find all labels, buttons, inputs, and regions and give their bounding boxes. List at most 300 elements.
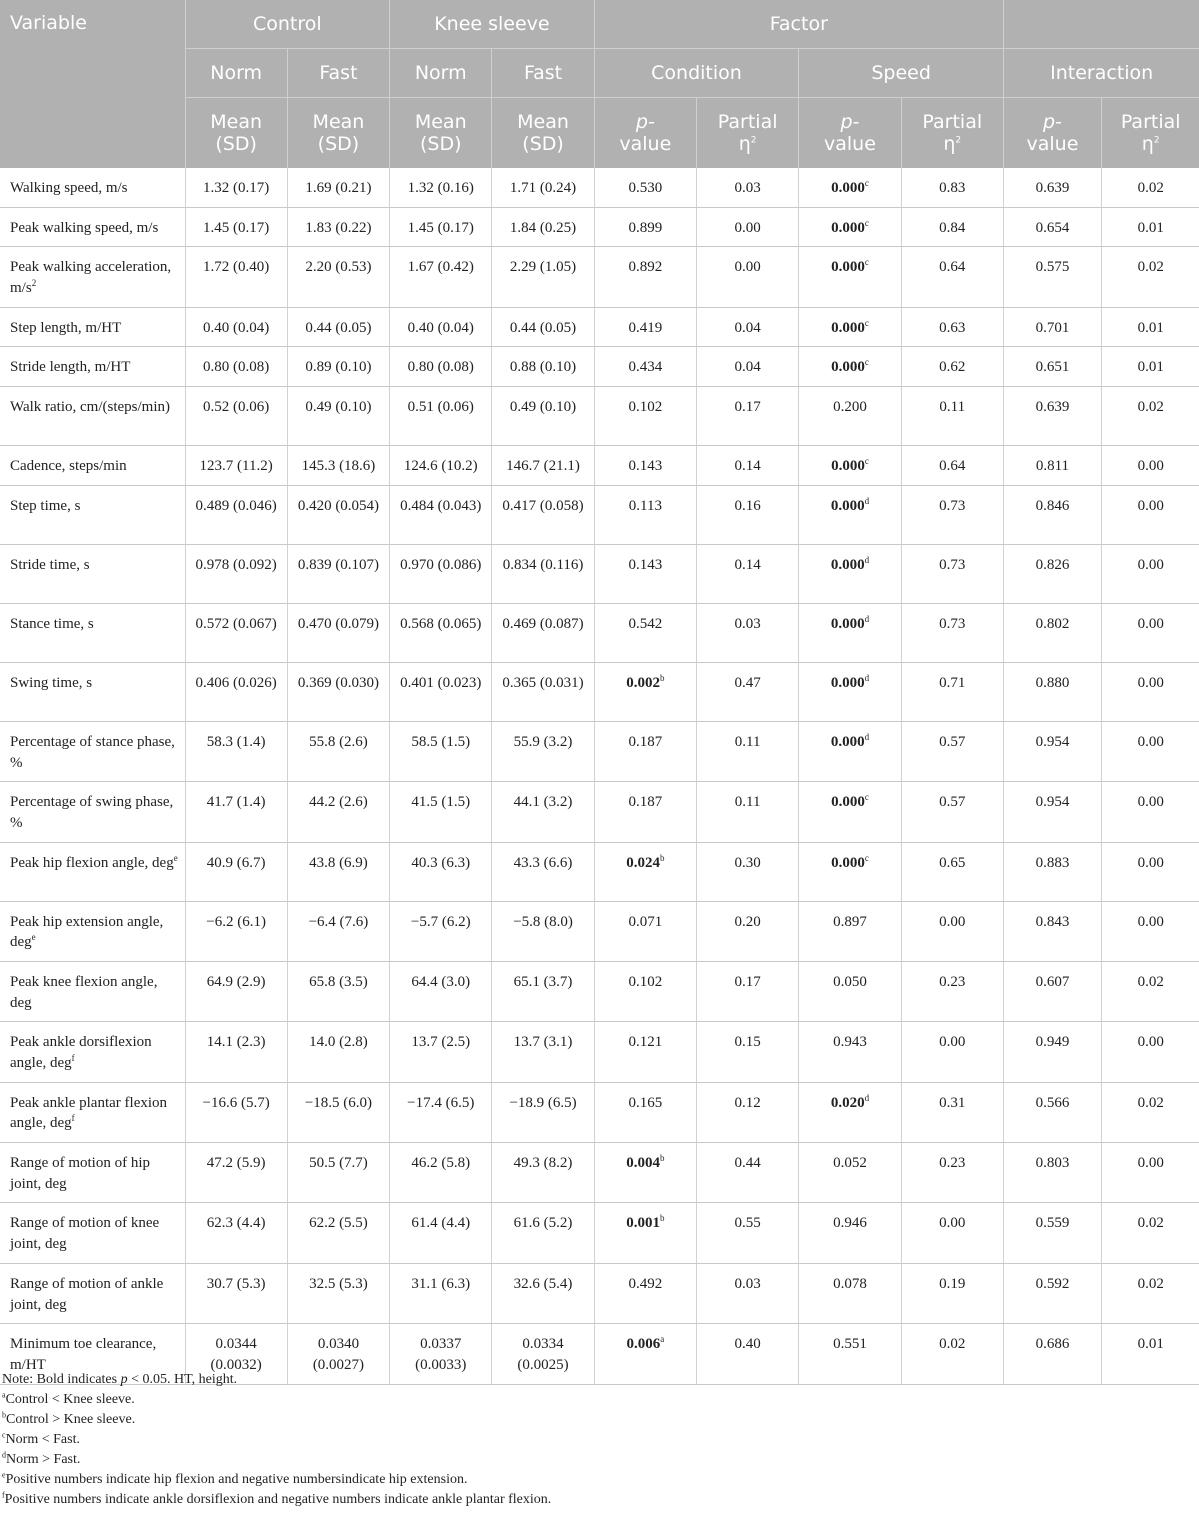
mean-sd-cell: 1.83 (0.22): [287, 207, 389, 247]
p-footnote-marker: c: [864, 317, 869, 328]
interaction-p-cell: 0.843: [1003, 901, 1101, 961]
condition-p-cell: [594, 207, 696, 247]
mean-sd-cell: 47.2 (5.9): [185, 1143, 287, 1203]
mean-sd-cell: 0.470 (0.079): [287, 603, 389, 662]
mean-sd-cell: 65.8 (3.5): [287, 961, 389, 1021]
variable-name: Step length, m/HT: [10, 319, 122, 336]
p-value: 0.434: [628, 359, 663, 376]
mean-sd-cell: 1.32 (0.17): [185, 168, 287, 207]
mean-sd-cell: 32.6 (5.4): [492, 1263, 594, 1323]
variable-name-cell: [0, 662, 185, 721]
condition-eta-cell: 0.04: [697, 347, 799, 387]
speed-eta-cell: 0.02: [901, 1324, 1003, 1384]
header-partial-label: Partial: [922, 110, 983, 133]
speed-p-cell: [799, 721, 901, 781]
speed-eta-cell: 0.73: [901, 603, 1003, 662]
p-footnote-marker: c: [864, 257, 869, 268]
interaction-p-cell: 0.654: [1003, 207, 1101, 247]
speed-eta-cell: 0.23: [901, 1143, 1003, 1203]
p-value: 0.078: [833, 1275, 867, 1292]
footnote: [2, 1410, 1142, 1430]
header-eta-label: η: [1141, 133, 1154, 155]
table-row: [0, 842, 1199, 901]
variable-name: Percentage of swing phase, %: [10, 794, 174, 831]
p-value: 0.020: [830, 1094, 865, 1111]
header-interaction: Interaction: [1003, 49, 1199, 98]
header-p-label: p-: [1042, 110, 1062, 133]
mean-sd-cell: 64.4 (3.0): [390, 961, 492, 1021]
interaction-p-cell: 0.802: [1003, 603, 1101, 662]
speed-p-cell: [799, 782, 901, 842]
p-footnote-marker: b: [659, 1153, 665, 1164]
header-condition: Condition: [594, 49, 799, 98]
note-rest: < 0.05. HT, height.: [127, 1372, 238, 1387]
condition-eta-cell: 0.30: [697, 842, 799, 901]
p-value: 0.050: [833, 973, 867, 990]
p-footnote-marker: d: [864, 613, 870, 624]
table-row: [0, 168, 1199, 207]
p-footnote-marker: b: [659, 1213, 665, 1224]
p-footnote-marker: c: [864, 456, 869, 467]
condition-p-cell: [594, 1082, 696, 1142]
p-value: 0.897: [833, 913, 867, 930]
mean-sd-cell: 58.3 (1.4): [185, 721, 287, 781]
mean-sd-cell: −18.9 (6.5): [492, 1082, 594, 1142]
condition-eta-cell: 0.16: [697, 485, 799, 544]
variable-name: Step time, s: [10, 497, 81, 514]
mean-sd-cell: 0.420 (0.054): [287, 485, 389, 544]
footnote-text: Control > Knee sleeve.: [6, 1412, 136, 1427]
p-value: 0.419: [628, 319, 663, 336]
mean-sd-cell: 1.72 (0.40): [185, 247, 287, 307]
condition-p-cell: [594, 1143, 696, 1203]
speed-eta-cell: 0.64: [901, 247, 1003, 307]
condition-p-cell: [594, 307, 696, 347]
speed-p-cell: [799, 1143, 901, 1203]
condition-p-cell: [594, 347, 696, 387]
header-eta-superscript: 2: [955, 135, 962, 146]
speed-p-cell: [799, 347, 901, 387]
mean-sd-cell: 50.5 (7.7): [287, 1143, 389, 1203]
header-mean-sd: [390, 98, 492, 169]
p-footnote-marker: c: [864, 852, 869, 863]
variable-name-cell: [0, 387, 185, 446]
mean-sd-cell: 0.978 (0.092): [185, 544, 287, 603]
header-sd-label: (SD): [419, 133, 462, 155]
speed-eta-cell: 0.57: [901, 721, 1003, 781]
mean-sd-cell: 62.3 (4.4): [185, 1203, 287, 1263]
mean-sd-cell: 1.71 (0.24): [492, 168, 594, 207]
condition-eta-cell: 0.12: [697, 1082, 799, 1142]
table-row: [0, 446, 1199, 486]
mean-sd-cell: 0.0334 (0.0025): [492, 1324, 594, 1384]
variable-name: Range of motion of ankle joint, deg: [10, 1275, 164, 1313]
header-p-label: p-: [840, 110, 860, 133]
table-row: [0, 387, 1199, 446]
p-value: 0.121: [628, 1034, 663, 1051]
interaction-eta-cell: 0.02: [1101, 1082, 1199, 1142]
speed-p-cell: [799, 168, 901, 207]
mean-sd-cell: 0.401 (0.023): [390, 662, 492, 721]
p-value: 0.530: [628, 180, 663, 196]
variable-name: Peak ankle dorsiflexion angle, deg: [10, 1034, 152, 1071]
variable-name: Cadence, steps/min: [10, 458, 127, 475]
mean-sd-cell: 0.52 (0.06): [185, 387, 287, 446]
condition-eta-cell: 0.15: [697, 1022, 799, 1082]
footnote-marker: f: [2, 1490, 5, 1500]
speed-p-cell: [799, 603, 901, 662]
p-value: 0.001: [626, 1215, 660, 1232]
mean-sd-cell: 0.369 (0.030): [287, 662, 389, 721]
mean-sd-cell: 1.69 (0.21): [287, 168, 389, 207]
interaction-eta-cell: 0.02: [1101, 1203, 1199, 1263]
header-blank: [1003, 0, 1199, 49]
mean-sd-cell: 49.3 (8.2): [492, 1143, 594, 1203]
condition-p-cell: [594, 1203, 696, 1263]
condition-p-cell: [594, 782, 696, 842]
mean-sd-cell: 0.89 (0.10): [287, 347, 389, 387]
mean-sd-cell: 55.9 (3.2): [492, 721, 594, 781]
condition-eta-cell: 0.03: [697, 603, 799, 662]
mean-sd-cell: 58.5 (1.5): [390, 721, 492, 781]
p-value: 0.000: [831, 854, 865, 871]
interaction-p-cell: 0.826: [1003, 544, 1101, 603]
mean-sd-cell: −17.4 (6.5): [390, 1082, 492, 1142]
condition-p-cell: [594, 168, 696, 207]
p-footnote-marker: c: [864, 178, 869, 188]
condition-p-cell: [594, 603, 696, 662]
header-partial-eta: [901, 98, 1003, 169]
header-knee-norm: Norm: [390, 49, 492, 98]
footnote-text: Norm > Fast.: [6, 1452, 81, 1467]
mean-sd-cell: 1.84 (0.25): [492, 207, 594, 247]
speed-eta-cell: 0.00: [901, 1203, 1003, 1263]
mean-sd-cell: 43.3 (6.6): [492, 842, 594, 901]
condition-p-cell: [594, 842, 696, 901]
mean-sd-cell: 0.49 (0.10): [492, 387, 594, 446]
mean-sd-cell: 0.365 (0.031): [492, 662, 594, 721]
condition-eta-cell: 0.00: [697, 207, 799, 247]
condition-p-cell: [594, 446, 696, 486]
condition-p-cell: [594, 1022, 696, 1082]
table-row: [0, 662, 1199, 721]
speed-eta-cell: 0.57: [901, 782, 1003, 842]
interaction-eta-cell: 0.00: [1101, 446, 1199, 486]
interaction-p-cell: 0.686: [1003, 1324, 1101, 1384]
mean-sd-cell: 0.484 (0.043): [390, 485, 492, 544]
interaction-eta-cell: 0.01: [1101, 1324, 1199, 1384]
mean-sd-cell: 61.6 (5.2): [492, 1203, 594, 1263]
p-value: 0.024: [626, 854, 660, 871]
mean-sd-cell: 0.44 (0.05): [492, 307, 594, 347]
p-footnote-marker: d: [864, 495, 870, 506]
variable-name-cell: [0, 603, 185, 662]
interaction-eta-cell: 0.00: [1101, 842, 1199, 901]
interaction-eta-cell: 0.02: [1101, 387, 1199, 446]
p-footnote-marker: b: [659, 672, 665, 683]
interaction-eta-cell: 0.00: [1101, 662, 1199, 721]
mean-sd-cell: −6.2 (6.1): [185, 901, 287, 961]
footnote-marker: c: [2, 1430, 6, 1440]
header-sd-label: (SD): [215, 133, 257, 155]
header-mean-label: Mean: [414, 110, 467, 133]
condition-p-cell: [594, 485, 696, 544]
condition-eta-cell: 0.11: [697, 721, 799, 781]
p-footnote-marker: d: [864, 731, 870, 742]
speed-p-cell: [799, 842, 901, 901]
table-row: [0, 1022, 1199, 1082]
header-mean-sd: [185, 98, 287, 169]
p-value: 0.200: [833, 399, 867, 416]
mean-sd-cell: 146.7 (21.1): [492, 446, 594, 486]
condition-p-cell: [594, 544, 696, 603]
p-value: 0.000: [831, 219, 865, 236]
condition-p-cell: [594, 247, 696, 307]
interaction-eta-cell: 0.00: [1101, 782, 1199, 842]
p-footnote-marker: d: [864, 672, 870, 683]
speed-eta-cell: 0.73: [901, 544, 1003, 603]
mean-sd-cell: 0.49 (0.10): [287, 387, 389, 446]
header-eta-superscript: 2: [750, 135, 757, 146]
mean-sd-cell: 0.572 (0.067): [185, 603, 287, 662]
p-value: 0.052: [833, 1155, 867, 1172]
table-row: [0, 603, 1199, 662]
condition-eta-cell: 0.40: [697, 1324, 799, 1384]
mean-sd-cell: 46.2 (5.8): [390, 1143, 492, 1203]
footnote-marker: b: [2, 1410, 6, 1420]
variable-name: Peak knee flexion angle, deg: [10, 973, 158, 1011]
variable-name-cell: [0, 347, 185, 387]
mean-sd-cell: −18.5 (6.0): [287, 1082, 389, 1142]
variable-name-cell: [0, 1203, 185, 1263]
table-row: [0, 901, 1199, 961]
p-footnote-marker: d: [864, 554, 870, 565]
variable-name-cell: [0, 1263, 185, 1323]
interaction-eta-cell: 0.01: [1101, 347, 1199, 387]
p-value: 0.000: [831, 319, 865, 336]
header-mean-label: Mean: [517, 110, 569, 133]
interaction-p-cell: 0.954: [1003, 782, 1101, 842]
variable-name-cell: [0, 1022, 185, 1082]
speed-eta-cell: 0.00: [901, 1022, 1003, 1082]
mean-sd-cell: 41.7 (1.4): [185, 782, 287, 842]
mean-sd-cell: 1.45 (0.17): [185, 207, 287, 247]
mean-sd-cell: 43.8 (6.9): [287, 842, 389, 901]
p-value: 0.165: [628, 1094, 663, 1111]
header-variable: Variable: [0, 0, 185, 168]
p-value: 0.004: [626, 1155, 660, 1172]
footnote: [2, 1390, 1142, 1410]
header-mean-sd: [492, 98, 594, 169]
note-line: [2, 1370, 1142, 1390]
interaction-p-cell: 0.639: [1003, 168, 1101, 207]
interaction-p-cell: 0.559: [1003, 1203, 1101, 1263]
mean-sd-cell: −16.6 (5.7): [185, 1082, 287, 1142]
interaction-p-cell: 0.592: [1003, 1263, 1101, 1323]
interaction-p-cell: 0.954: [1003, 721, 1101, 781]
variable-name: Stride length, m/HT: [10, 359, 131, 376]
mean-sd-cell: 0.44 (0.05): [287, 307, 389, 347]
mean-sd-cell: 1.32 (0.16): [390, 168, 492, 207]
p-value: 0.187: [628, 733, 663, 750]
speed-eta-cell: 0.19: [901, 1263, 1003, 1323]
variable-name: Stride time, s: [10, 556, 90, 573]
condition-eta-cell: 0.47: [697, 662, 799, 721]
speed-eta-cell: 0.71: [901, 662, 1003, 721]
header-value-label: value: [823, 133, 876, 155]
p-value: 0.551: [833, 1336, 867, 1353]
speed-p-cell: [799, 1082, 901, 1142]
p-value: 0.002: [626, 674, 660, 691]
header-partial-label: Partial: [717, 110, 778, 133]
footnote-marker: e: [2, 1470, 6, 1480]
p-footnote-marker: b: [659, 852, 665, 863]
interaction-eta-cell: 0.00: [1101, 603, 1199, 662]
speed-p-cell: [799, 387, 901, 446]
header-knee-fast: Fast: [492, 49, 594, 98]
interaction-eta-cell: 0.00: [1101, 901, 1199, 961]
header-partial-label: Partial: [1120, 110, 1181, 133]
variable-name-cell: [0, 247, 185, 307]
condition-eta-cell: 0.44: [697, 1143, 799, 1203]
header-eta-label: η: [738, 133, 751, 155]
speed-eta-cell: 0.11: [901, 387, 1003, 446]
header-mean-sd: [287, 98, 389, 169]
variable-name-cell: [0, 207, 185, 247]
p-footnote-marker: c: [864, 217, 869, 228]
interaction-p-cell: 0.880: [1003, 662, 1101, 721]
mean-sd-cell: 14.0 (2.8): [287, 1022, 389, 1082]
condition-eta-cell: 0.11: [697, 782, 799, 842]
p-value: 0.492: [628, 1275, 663, 1292]
footnote-marker: d: [2, 1450, 6, 1460]
footnote: [2, 1490, 1142, 1510]
interaction-eta-cell: 0.02: [1101, 961, 1199, 1021]
mean-sd-cell: 55.8 (2.6): [287, 721, 389, 781]
table-row: [0, 485, 1199, 544]
speed-p-cell: [799, 446, 901, 486]
p-value: 0.187: [628, 794, 663, 811]
header-mean-label: Mean: [210, 110, 263, 133]
interaction-p-cell: 0.883: [1003, 842, 1101, 901]
variable-name: Peak ankle plantar flexion angle, deg: [10, 1094, 168, 1132]
interaction-p-cell: 0.575: [1003, 247, 1101, 307]
variable-name: Walk ratio, cm/(steps/min): [10, 399, 171, 416]
footnote: [2, 1450, 1142, 1470]
variable-name-cell: [0, 485, 185, 544]
mean-sd-cell: 0.0340 (0.0027): [287, 1324, 389, 1384]
mean-sd-cell: 1.45 (0.17): [390, 207, 492, 247]
p-value: 0.000: [831, 180, 865, 196]
mean-sd-cell: −6.4 (7.6): [287, 901, 389, 961]
footnote-text: Control < Knee sleeve.: [5, 1392, 135, 1407]
speed-eta-cell: 0.23: [901, 961, 1003, 1021]
speed-p-cell: [799, 961, 901, 1021]
variable-footnote-marker: f: [71, 1053, 75, 1063]
mean-sd-cell: 0.406 (0.026): [185, 662, 287, 721]
interaction-p-cell: 0.811: [1003, 446, 1101, 486]
p-value: 0.102: [628, 973, 663, 990]
mean-sd-cell: 13.7 (2.5): [390, 1022, 492, 1082]
mean-sd-cell: 0.489 (0.046): [185, 485, 287, 544]
condition-p-cell: [594, 961, 696, 1021]
speed-eta-cell: 0.83: [901, 168, 1003, 207]
p-footnote-marker: c: [864, 357, 869, 368]
table-row: [0, 1203, 1199, 1263]
variable-name-cell: [0, 901, 185, 961]
p-value: 0.000: [830, 615, 865, 632]
mean-sd-cell: 0.80 (0.08): [390, 347, 492, 387]
mean-sd-cell: 2.29 (1.05): [492, 247, 594, 307]
mean-sd-cell: 1.67 (0.42): [390, 247, 492, 307]
interaction-eta-cell: 0.02: [1101, 1263, 1199, 1323]
header-p-label: p-: [635, 110, 655, 133]
variable-name-cell: [0, 446, 185, 486]
variable-name: Range of motion of knee joint, deg: [10, 1215, 160, 1253]
variable-footnote-marker: f: [71, 1113, 75, 1124]
condition-eta-cell: 0.00: [697, 247, 799, 307]
p-footnote-marker: a: [660, 1334, 665, 1345]
mean-sd-cell: 32.5 (5.3): [287, 1263, 389, 1323]
header-p-value: [799, 98, 901, 169]
mean-sd-cell: 41.5 (1.5): [390, 782, 492, 842]
footnote-marker: a: [2, 1390, 6, 1400]
interaction-eta-cell: 0.02: [1101, 168, 1199, 207]
mean-sd-cell: 0.417 (0.058): [492, 485, 594, 544]
note-prefix: Note: Bold indicates: [2, 1372, 121, 1387]
condition-p-cell: [594, 721, 696, 781]
header-sd-label: (SD): [522, 133, 564, 155]
footnote-list: [2, 1390, 1142, 1510]
table-header: [0, 0, 1199, 168]
condition-eta-cell: 0.17: [697, 961, 799, 1021]
footnote-text: Positive numbers indicate ankle dorsiflexion and negative numbers indicate ankle plantar flexion.: [4, 1492, 552, 1507]
interaction-eta-cell: 0.01: [1101, 307, 1199, 347]
footnote: [2, 1470, 1142, 1490]
mean-sd-cell: 124.6 (10.2): [390, 446, 492, 486]
speed-p-cell: [799, 247, 901, 307]
variable-name: Stance time, s: [10, 615, 94, 632]
header-value-label: value: [1026, 133, 1079, 155]
speed-p-cell: [799, 485, 901, 544]
mean-sd-cell: 0.51 (0.06): [390, 387, 492, 446]
mean-sd-cell: 0.834 (0.116): [492, 544, 594, 603]
mean-sd-cell: 123.7 (11.2): [185, 446, 287, 486]
interaction-p-cell: 0.803: [1003, 1143, 1101, 1203]
p-value: 0.102: [628, 399, 663, 416]
header-mean-label: Mean: [312, 110, 365, 133]
speed-eta-cell: 0.65: [901, 842, 1003, 901]
interaction-eta-cell: 0.00: [1101, 1143, 1199, 1203]
table-row: [0, 782, 1199, 842]
header-knee-sleeve: Knee sleeve: [390, 0, 595, 49]
speed-p-cell: [799, 1263, 901, 1323]
variable-name-cell: [0, 842, 185, 901]
interaction-p-cell: 0.639: [1003, 387, 1101, 446]
mean-sd-cell: 0.839 (0.107): [287, 544, 389, 603]
p-value: 0.542: [628, 615, 663, 632]
condition-eta-cell: 0.04: [697, 307, 799, 347]
condition-eta-cell: 0.55: [697, 1203, 799, 1263]
speed-p-cell: [799, 307, 901, 347]
interaction-eta-cell: 0.01: [1101, 207, 1199, 247]
p-value: 0.071: [628, 913, 663, 930]
p-value: 0.000: [831, 794, 865, 811]
mean-sd-cell: 0.970 (0.086): [390, 544, 492, 603]
speed-eta-cell: 0.84: [901, 207, 1003, 247]
variable-name: Minimum toe clearance, m/HT: [10, 1336, 157, 1373]
header-control: Control: [185, 0, 390, 49]
